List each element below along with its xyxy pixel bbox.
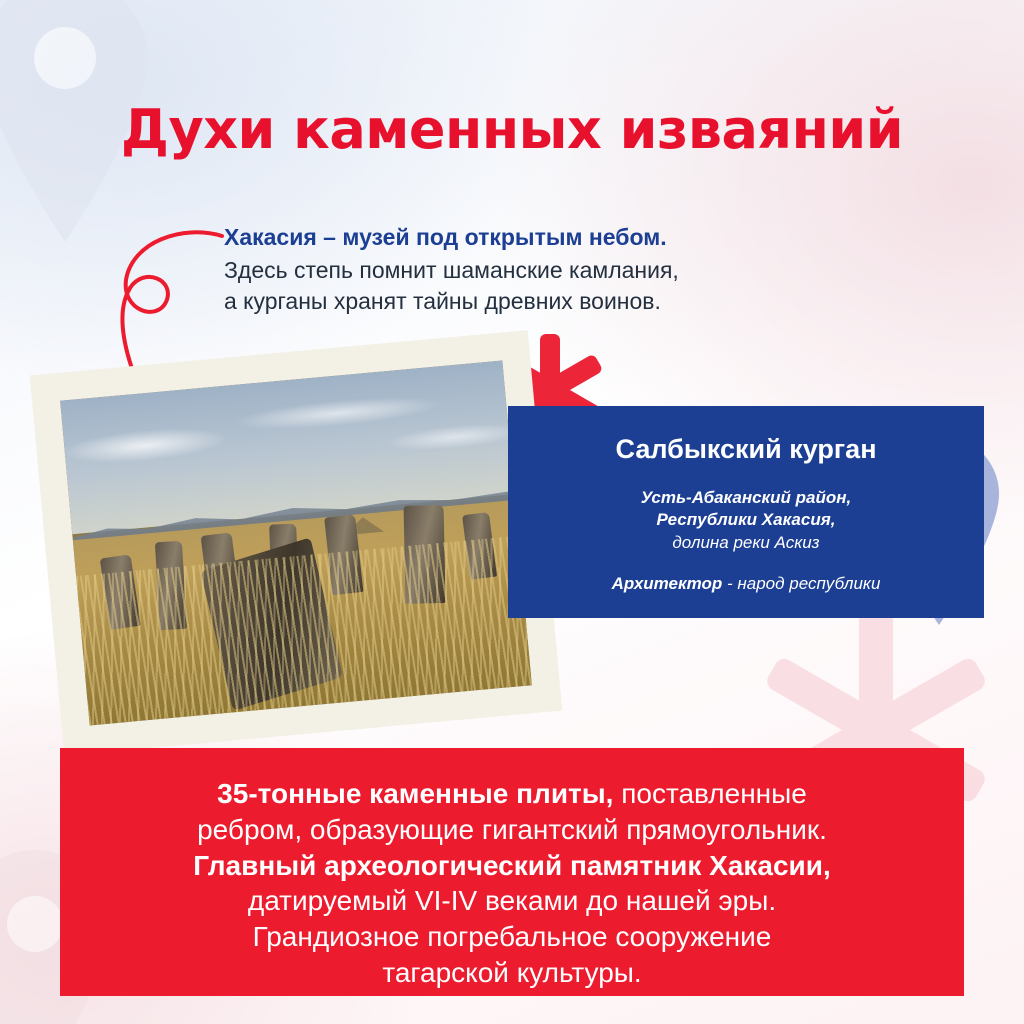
kurgan-photo bbox=[60, 361, 532, 726]
description-line-3-bold: Главный археологический памятник Хакасии, bbox=[193, 849, 831, 881]
architect-label: Архитектор bbox=[611, 574, 723, 594]
intro-line-1: Здесь степь помнит шаманские камлания, bbox=[224, 256, 679, 283]
description-line-1-rest: поставленные bbox=[613, 778, 807, 809]
info-card-location bbox=[508, 487, 984, 554]
stamp-photo-card bbox=[30, 330, 563, 756]
description-block bbox=[60, 748, 964, 996]
location-line-2: Республики Хакасия, bbox=[656, 510, 836, 530]
description-line-3 bbox=[60, 848, 964, 884]
location-line-1: Усть-Абаканский район, bbox=[640, 488, 852, 507]
location-line-3: долина реки Аскиз bbox=[672, 532, 820, 552]
intro-line-2: а курганы хранят тайны древних воинов. bbox=[224, 287, 661, 314]
info-card-title: Салбыкский курган bbox=[615, 434, 877, 464]
info-card bbox=[508, 406, 984, 618]
info-card-architect bbox=[508, 574, 984, 594]
description-line-1 bbox=[60, 776, 964, 812]
description-line-4: датируемый VI-IV веками до нашей эры. bbox=[247, 885, 777, 917]
description-line-5: Грандиозное погребальное сооружение bbox=[252, 921, 772, 953]
intro-block bbox=[224, 222, 864, 316]
description-line-6: тагарской культуры. bbox=[382, 957, 642, 989]
intro-lead: Хакасия – музей под открытым небом. bbox=[224, 224, 667, 250]
page-title: Духи каменных изваяний bbox=[120, 98, 904, 161]
description-line-1-bold: 35-тонные каменные плиты, bbox=[217, 778, 614, 809]
architect-value: - народ республики bbox=[727, 574, 881, 594]
description-line-2: ребром, образующие гигантский прямоугольник. bbox=[197, 813, 827, 845]
